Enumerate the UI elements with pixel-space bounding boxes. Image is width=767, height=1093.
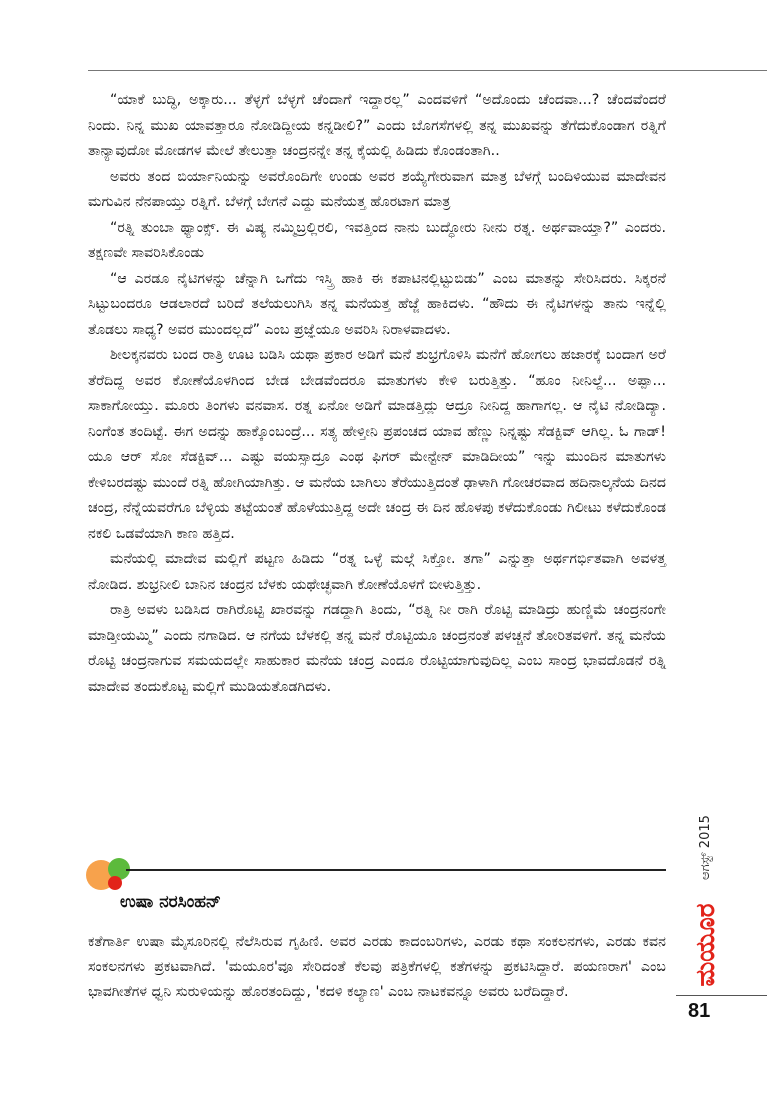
issue-date: ಆಗಸ್ಟ್ 2015 — [698, 815, 713, 880]
page-number: 81 — [688, 1000, 711, 1022]
divider-line — [126, 869, 666, 871]
author-name: ಉಷಾ ನರಸಿಂಹನ್ — [120, 892, 221, 912]
magazine-logo: ಮಯೂರ — [690, 903, 721, 987]
story-paragraph-5: ಶೀಲಕ್ಕನವರು ಬಂದ ರಾತ್ರಿ ಊಟ ಬಡಿಸಿ ಯಥಾ ಪ್ರಕಾರ ಅಡಿಗೆ ಮನೆ ಶುಭ್ರಗೊಳಿಸಿ ಮನೆಗೆ ಹೋಗಲು ಹಜಾರಕ್ಕೆ ಬಂದಾಗ ಅರೆ ತೆರೆದಿದ್ದ ಅವರ ಕೋಣೆಯೊಳಗಿಂದ ಬೇಡ ಬೇಡವೆಂದರೂ ಮಾತುಗಳು ಕೇಳಿ ಬರುತ್ತಿತ್ತು. “ಹೂಂ ನೀನಿಲ್ದೆ... ಅಪ್ಪಾ... ಸಾಕಾಗೋಯ್ತು. ಮೂರು ತಿಂಗಳು ವನವಾಸ. ರತ್ನ ಏನೋ ಅಡಿಗೆ ಮಾಡತ್ತಿದ್ಲು ಆದ್ರೂ ನೀನಿದ್ದ ಹಾಗಾಗಲ್ಲ. ಆ ನೈಟಿ ನೋಡಿದ್ಯಾ. ನಿಂಗೆಂತ ತಂದಿಟ್ಟೆ. ಈಗ ಅದನ್ನು ಹಾಕ್ಕೊಂಬಂದ್ರೆ... ಸತ್ಯ ಹೇಳ್ತೀನಿ ಪ್ರಪಂಚದ ಯಾವ ಹೆಣ್ಣು ನಿನ್ನಷ್ಟು ಸೆಡಕ್ಟಿವ್ ಆಗಿಲ್ಲ. ಓ ಗಾಡ್! ಯೂ ಆರ್ ಸೋ ಸೆಡಕ್ಟಿವ್... ಎಷ್ಟು ವಯಸ್ಸಾದ್ರೂ ಎಂಥ ಫಿಗರ್ ಮೇನ್ಟೇನ್ ಮಾಡಿದೀಯ” ಇನ್ನು ಮುಂದಿನ ಮಾತುಗಳು ಕೇಳಿಬರದಷ್ಟು ಮುಂದೆ ರತ್ನಿ ಹೋಗಿಯಾಗಿತ್ತು. ಆ ಮನೆಯ ಬಾಗಿಲು ತೆರೆಯುತ್ತಿದಂತೆ ಢಾಳಾಗಿ ಗೋಚರವಾದ ಹದಿನಾಲ್ಕನೆಯ ದಿನದ ಚಂದ್ರ, ನೆನ್ನೆಯವರೆಗೂ ಬೆಳ್ಳಿಯ ತಟ್ಟೆಯಂತೆ ಹೊಳೆಯುತ್ತಿದ್ದ ಅದೇ ಚಂದ್ರ ಈ ದಿನ ಹೊಳಪು ಕಳೆದುಕೊಂಡು ಗಿಲೀಟು ಕಳೆದುಕೊಂಡ ನಕಲಿ ಒಡವೆಯಾಗಿ ಕಾಣ ಹತ್ತಿದ. — [88, 347, 666, 542]
story-paragraph-7: ರಾತ್ರಿ ಅವಳು ಬಡಿಸಿದ ರಾಗಿರೊಟ್ಟಿ ಖಾರವನ್ನು ಗಡದ್ದಾಗಿ ತಿಂದು, “ರತ್ನಿ ನೀ ರಾಗಿ ರೊಟ್ಟಿ ಮಾಡಿದ್ರು ಹುಣ್ಣಿಮೆ ಚಂದ್ರನಂಗೇ ಮಾಡ್ತೀಯಮ್ಮಿ” ಎಂದು ನಗಾಡಿದ. ಆ ನಗೆಯ ಬೆಳಕಲ್ಲಿ ತನ್ನ ಮನೆ ರೊಟ್ಟಿಯೂ ಚಂದ್ರನಂತೆ ಪಳಚ್ಚನೆ ತೋರಿತವಳಿಗೆ. ತನ್ನ ಮನೆಯ ರೊಟ್ಟಿ ಚಂದ್ರನಾಗುವ ಸಮಯದಲ್ಲೇ ಸಾಹುಕಾರ ಮನೆಯ ಚಂದ್ರ ಎಂದೂ ರೊಟ್ಟಿಯಾಗುವುದಿಲ್ಲ ಎಂಬ ಸಾಂದ್ರ ಭಾವದೊಡನೆ ರತ್ನಿ ಮಾದೇವ ತಂದುಕೊಟ್ಟ ಮಲ್ಲಿಗೆ ಮುಡಿಯತೊಡಗಿದಳು. — [88, 602, 666, 695]
story-paragraph-6: ಮನೆಯಲ್ಲಿ ಮಾದೇವ ಮಲ್ಲಿಗೆ ಪಟ್ಟಣ ಹಿಡಿದು “ರತ್ನ ಒಳ್ಳೆ ಮಲ್ಗೆ ಸಿಕ್ತೋ. ತಗಾ” ಎನ್ನುತ್ತಾ ಅರ್ಥಗರ್ಭಿತವಾಗಿ ಅವಳತ್ತ ನೋಡಿದ. ಶುಭ್ರನೀಲಿ ಬಾನಿನ ಚಂದ್ರನ ಬೆಳಕು ಯಥೇಚ್ಛವಾಗಿ ಕೋಣೆಯೊಳಗೆ ಬೀಳುತ್ತಿತ್ತು. — [88, 551, 666, 593]
story-paragraph-4: “ಆ ಎರಡೂ ನೈಟಿಗಳನ್ನು ಚೆನ್ನಾಗಿ ಒಗೆದು ಇಸ್ತ್ರಿ ಹಾಕಿ ಈ ಕಪಾಟಿನಲ್ಲಿಟ್ಟುಬಿಡು” ಎಂಬ ಮಾತನ್ನು ಸೇರಿಸಿದರು. ಸಿಕ್ಕರನೆ ಸಿಟ್ಟುಬಂದರೂ ಆಡಲಾರದೆ ಬರಿದೆ ತಲೆಯಲುಗಿಸಿ ತನ್ನ ಮನೆಯತ್ತ ಹೆಜ್ಜೆ ಹಾಕಿದಳು. “ಹೌದು ಈ ನೈಟಿಗಳನ್ನು ತಾನು ಇನ್ನೆಲ್ಲಿ ತೊಡಲು ಸಾಧ್ಯ? ಅವರ ಮುಂದಲ್ಲದೆ” ಎಂಬ ಪ್ರಜ್ಞೆಯೂ ಅವರಿಸಿ ನಿರಾಳವಾದಳು. — [88, 270, 666, 338]
top-rule — [88, 70, 767, 71]
story-paragraph-3: “ರತ್ನಿ ತುಂಬಾ ಥ್ಯಾಂಕ್ಸ್. ಈ ವಿಷ್ಯ ನಮ್ಮಿಬ್ರಲ್ಲಿರಲಿ, ಇವತ್ತಿಂದ ನಾನು ಬುದ್ಧೋರು ನೀನು ರತ್ನ. ಅರ್ಥವಾಯ್ತಾ?” ಎಂದರು. ತಕ್ಷಣವೇ ಸಾವರಿಸಿಕೊಂಡು — [88, 219, 666, 261]
red-dot-icon — [108, 876, 122, 890]
story-paragraph-1: “ಯಾಕೆ ಬುದ್ಧಿ, ಅಕ್ಕಾರು... ತೆಳ್ಳಗೆ ಬೆಳ್ಳಗೆ ಚೆಂದಾಗೆ ಇದ್ದಾರಲ್ಲ” ಎಂದವಳಿಗೆ “ಅದೊಂದು ಚೆಂದವಾ...? ಚೆಂದವೆಂದರೆ ನಿಂದು. ನಿನ್ನ ಮುಖ ಯಾವತ್ತಾರೂ ನೋಡಿದ್ದೀಯ ಕನ್ನಡೀಲಿ?” ಎಂದು ಬೊಗಸೆಗಳಲ್ಲಿ ತನ್ನ ಮುಖವನ್ನು ತೆಗೆದುಕೊಂಡಾಗ ರತ್ನಿಗೆ ತಾನ್ಯಾವುದೋ ಮೋಡಗಳ ಮೇಲೆ ತೇಲುತ್ತಾ ಚಂದ್ರನನ್ನೇ ತನ್ನ ಕೈಯಲ್ಲಿ ಹಿಡಿದು ಕೊಂಡಂತಾಗಿ.. — [88, 92, 666, 159]
footer-rule — [676, 995, 767, 996]
story-paragraph-2: ಅವರು ತಂದ ಬಿರ್ಯಾನಿಯನ್ನು ಅವರೊಂದಿಗೇ ಉಂಡು ಅವರ ಶಯ್ಯೆಗೇರುವಾಗ ಮಾತ್ರ ಬೆಳಗ್ಗೆ ಬಂದಿಳಿಯುವ ಮಾದೇವನ ಮಗುವಿನ ನೆನಪಾಯ್ತು ರತ್ನಿಗೆ. ಬೆಳಗ್ಗೆ ಬೇಗನೆ ಎದ್ದು ಮನೆಯತ್ತ ಹೊರಟಾಗ ಮಾತ್ರ — [88, 168, 666, 210]
story-body — [88, 88, 666, 700]
author-bio: ಕತೆಗಾರ್ತಿ ಉಷಾ ಮೈಸೂರಿನಲ್ಲಿ ನೆಲೆಸಿರುವ ಗೃಹಿಣಿ. ಅವರ ಎರಡು ಕಾದಂಬರಿಗಳು, ಎರಡು ಕಥಾ ಸಂಕಲನಗಳು, ಎರಡು ಕವನ ಸಂಕಲನಗಳು ಪ್ರಕಟವಾಗಿದೆ. 'ಮಯೂರ'ವೂ ಸೇರಿದಂತೆ ಕೆಲವು ಪತ್ರಿಕೆಗಳಲ್ಲಿ ಕತೆಗಳನ್ನು ಪ್ರಕಟಿಸಿದ್ದಾರೆ. ಪಯಣರಾಗ' ಎಂಬ ಭಾವಗೀತೆಗಳ ಧ್ವನಿ ಸುರುಳಿಯನ್ನು ಹೊರತಂದಿದ್ದು, 'ಕದಳಿ ಕಲ್ಯಾಣ' ಎಂಬ ನಾಟಕವನ್ನೂ ಅವರು ಬರೆದಿದ್ದಾರೆ. — [88, 934, 666, 1000]
